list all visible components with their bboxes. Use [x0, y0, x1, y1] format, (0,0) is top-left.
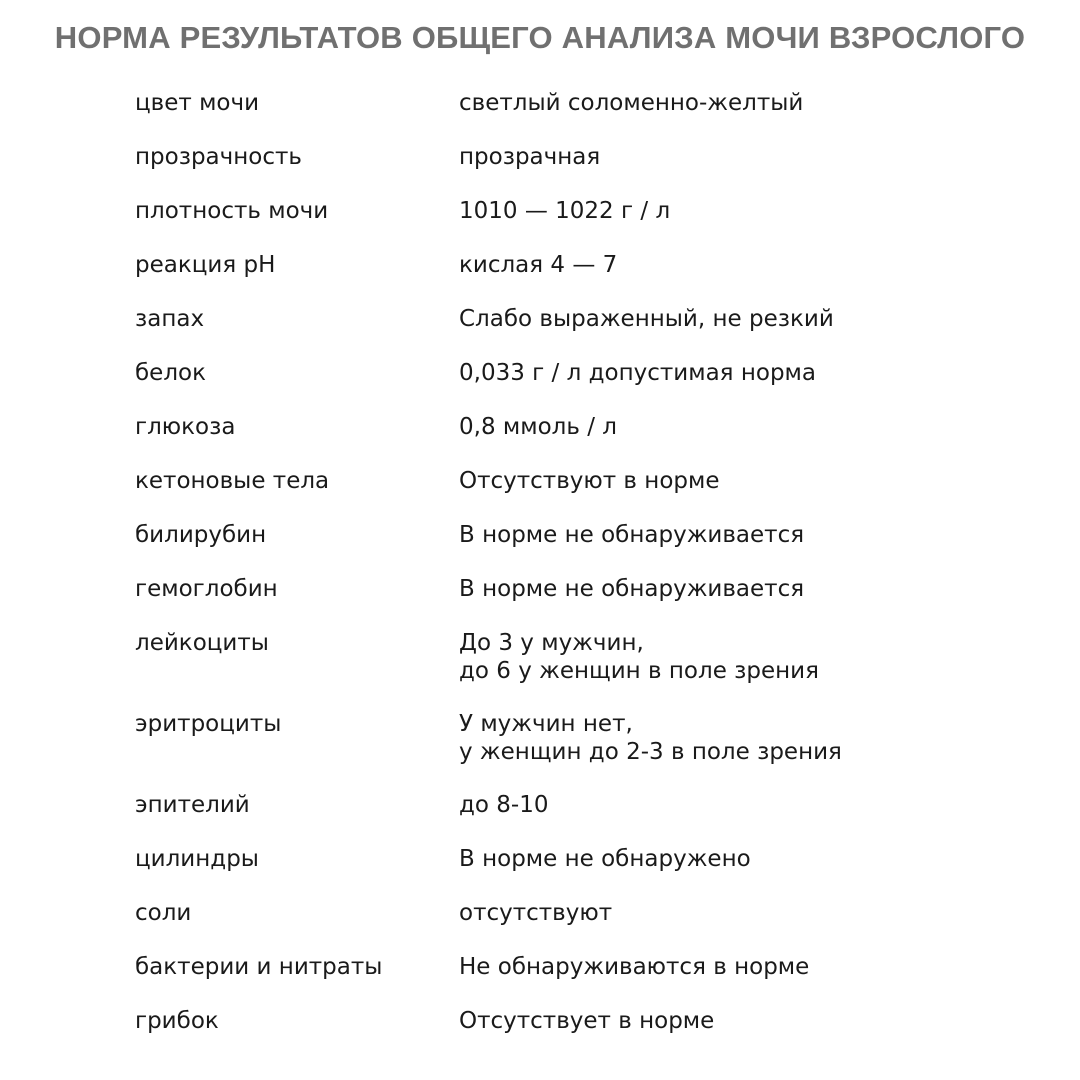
table-row — [135, 1006, 1035, 1060]
table-row — [135, 250, 1035, 304]
parameter-value: 1010 — 1022 г / л — [459, 198, 671, 224]
parameter-name: цвет мочи — [135, 90, 260, 116]
parameter-name: кетоновые тела — [135, 468, 330, 494]
parameter-value: светлый соломенно-желтый — [459, 90, 804, 116]
table-row — [135, 952, 1035, 1006]
table-row — [135, 709, 1035, 790]
parameter-name: лейкоциты — [135, 630, 269, 656]
table-row — [135, 844, 1035, 898]
parameter-name: глюкоза — [135, 414, 236, 440]
table-row — [135, 628, 1035, 709]
table-row — [135, 898, 1035, 952]
parameter-value: У мужчин нет, у женщин до 2-3 в поле зрения — [459, 711, 842, 765]
parameter-name: цилиндры — [135, 846, 259, 872]
table-row — [135, 466, 1035, 520]
parameter-name: плотность мочи — [135, 198, 329, 224]
parameter-name: прозрачность — [135, 144, 302, 170]
parameter-name: гемоглобин — [135, 576, 278, 602]
table-row — [135, 412, 1035, 466]
table-row — [135, 88, 1035, 142]
norms-table — [135, 88, 1035, 1060]
parameter-value: Отсутствует в норме — [459, 1008, 715, 1034]
parameter-value: прозрачная — [459, 144, 601, 170]
parameter-name: бактерии и нитраты — [135, 954, 383, 980]
page-title: НОРМА РЕЗУЛЬТАТОВ ОБЩЕГО АНАЛИЗА МОЧИ ВЗРОСЛОГО — [54, 20, 1026, 55]
parameter-name: запах — [135, 306, 205, 332]
parameter-name: эпителий — [135, 792, 250, 818]
table-row — [135, 358, 1035, 412]
table-row — [135, 304, 1035, 358]
parameter-value: 0,033 г / л допустимая норма — [459, 360, 816, 386]
parameter-name: эритроциты — [135, 711, 282, 737]
table-row — [135, 790, 1035, 844]
parameter-name: билирубин — [135, 522, 267, 548]
table-row — [135, 520, 1035, 574]
parameter-value: В норме не обнаружено — [459, 846, 751, 872]
parameter-name: белок — [135, 360, 206, 386]
parameter-value: До 3 у мужчин, до 6 у женщин в поле зрения — [459, 630, 819, 684]
parameter-value: Отсутствуют в норме — [459, 468, 720, 494]
parameter-value: В норме не обнаруживается — [459, 576, 805, 602]
parameter-name: грибок — [135, 1008, 219, 1034]
parameter-value: до 8-10 — [459, 792, 549, 818]
table-row — [135, 196, 1035, 250]
parameter-value: Не обнаруживаются в норме — [459, 954, 810, 980]
table-row — [135, 574, 1035, 628]
parameter-value: кислая 4 — 7 — [459, 252, 618, 278]
parameter-value: Слабо выраженный, не резкий — [459, 306, 834, 332]
table-row — [135, 142, 1035, 196]
parameter-value: 0,8 ммоль / л — [459, 414, 617, 440]
parameter-value: отсутствуют — [459, 900, 613, 926]
parameter-name: реакция pH — [135, 252, 276, 278]
parameter-value: В норме не обнаруживается — [459, 522, 805, 548]
parameter-name: соли — [135, 900, 192, 926]
